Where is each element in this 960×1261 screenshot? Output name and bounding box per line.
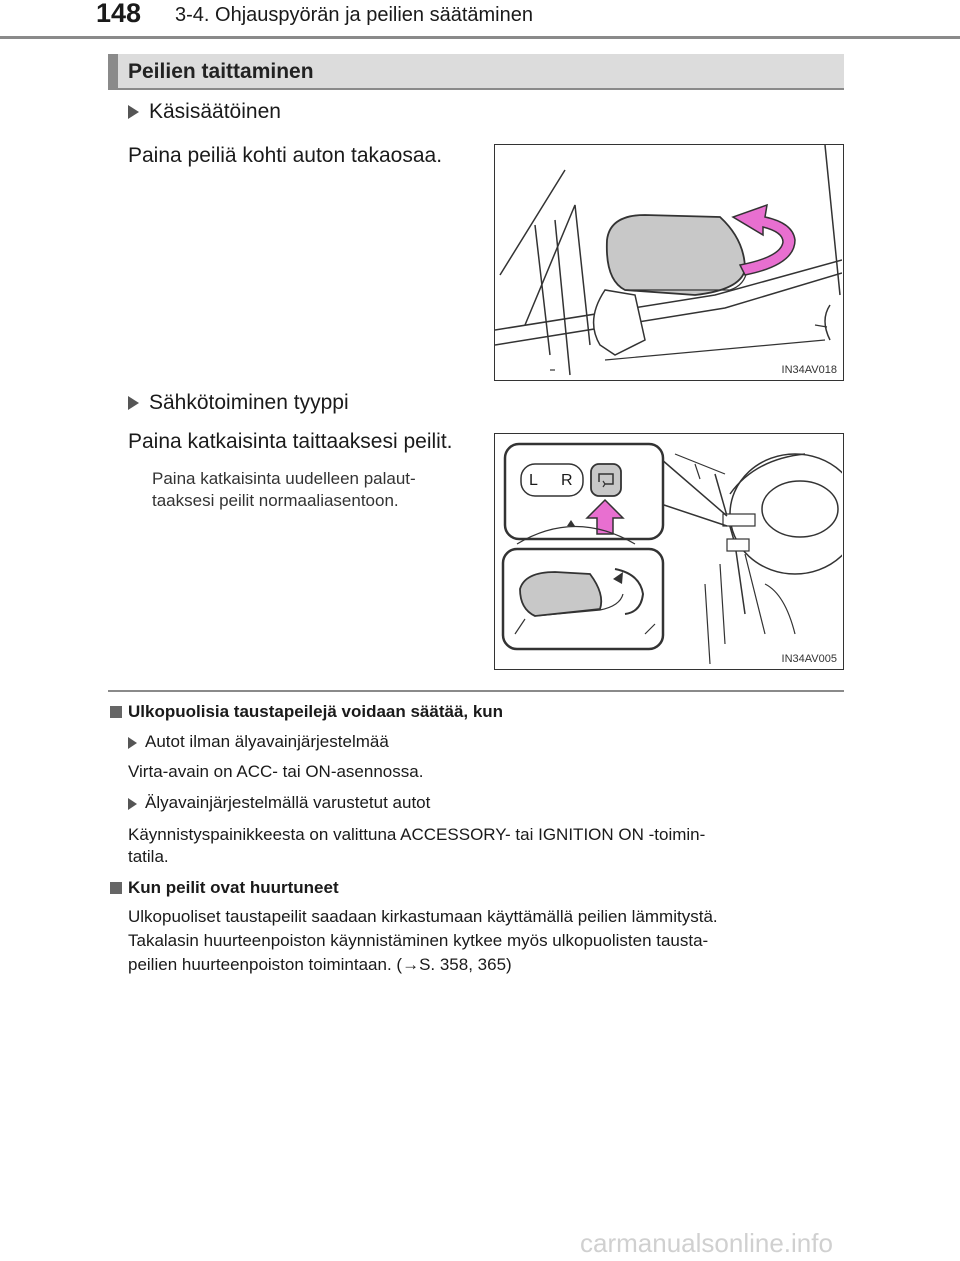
section-title: Peilien taittaminen bbox=[128, 60, 314, 83]
figure-code: IN34AV005 bbox=[781, 653, 837, 665]
triangle-bullet-icon bbox=[128, 105, 139, 119]
fold-arrow bbox=[733, 205, 795, 275]
section-accent bbox=[108, 54, 118, 88]
fogged-line-1: Ulkopuoliset taustapeilit saadaan kirkastumaan käyttämällä peilien lämmitystä. bbox=[128, 907, 718, 926]
switch-right-label: R bbox=[561, 472, 573, 489]
notes-divider bbox=[108, 690, 844, 692]
triangle-bullet-icon bbox=[128, 737, 137, 749]
fogged-line-2: Takalasin huurteenpoiston käynnistäminen kytkee myös ulkopuolisten tausta- bbox=[128, 931, 709, 950]
conditions-sub-1-label: Autot ilman älyavainjärjestelmää bbox=[145, 732, 389, 751]
mirror-housing bbox=[607, 215, 745, 295]
conditions-sub-2 bbox=[128, 793, 430, 813]
electric-switch-figure bbox=[494, 433, 844, 670]
chapter-title: 3-4. Ohjauspyörän ja peilien säätäminen bbox=[175, 4, 533, 26]
manual-heading bbox=[128, 100, 281, 124]
triangle-bullet-icon bbox=[128, 798, 137, 810]
switch-left-label: L bbox=[529, 472, 538, 489]
square-bullet-icon bbox=[110, 882, 122, 894]
conditions-text-2-line-2: tatila. bbox=[128, 847, 169, 866]
header-rule bbox=[0, 36, 960, 39]
conditions-text-2-line-1: Käynnistyspainikkeesta on valittuna ACCESSORY- tai IGNITION ON -toimin- bbox=[128, 825, 706, 844]
conditions-sub-2-label: Älyavainjärjestelmällä varustetut autot bbox=[145, 793, 431, 812]
electric-note-line-2: taaksesi peilit normaaliasentoon. bbox=[152, 491, 399, 510]
electric-heading-label: Sähkötoiminen tyyppi bbox=[149, 391, 349, 414]
page-number: 148 bbox=[96, 0, 142, 28]
electric-instruction: Paina katkaisinta taittaaksesi peilit. bbox=[128, 430, 453, 453]
triangle-bullet-icon bbox=[128, 396, 139, 410]
conditions-text-1: Virta-avain on ACC- tai ON-asennossa. bbox=[128, 762, 424, 781]
fogged-heading bbox=[110, 878, 339, 898]
manual-mirror-figure bbox=[494, 144, 844, 381]
manual-instruction: Paina peiliä kohti auton takaosaa. bbox=[128, 144, 443, 167]
fold-switch bbox=[591, 464, 621, 496]
electric-switch-illustration bbox=[495, 434, 842, 668]
electric-note-line-1: Paina katkaisinta uudelleen palaut- bbox=[152, 469, 416, 488]
electric-heading bbox=[128, 391, 349, 415]
fogged-heading-label: Kun peilit ovat huurtuneet bbox=[128, 878, 339, 897]
section-title-bar bbox=[108, 54, 844, 90]
watermark: carmanualsonline.info bbox=[580, 1228, 833, 1258]
manual-mirror-illustration bbox=[495, 145, 842, 379]
conditions-sub-1 bbox=[128, 732, 389, 752]
conditions-heading-label: Ulkopuolisia taustapeilejä voidaan säätää, kun bbox=[128, 702, 504, 721]
square-bullet-icon bbox=[110, 706, 122, 718]
fogged-line-3: peilien huurteenpoiston toimintaan. (→S. 358, 365) bbox=[128, 955, 512, 974]
conditions-heading bbox=[110, 702, 503, 722]
figure-code: IN34AV018 bbox=[781, 364, 837, 376]
manual-heading-label: Käsisäätöinen bbox=[149, 100, 281, 123]
